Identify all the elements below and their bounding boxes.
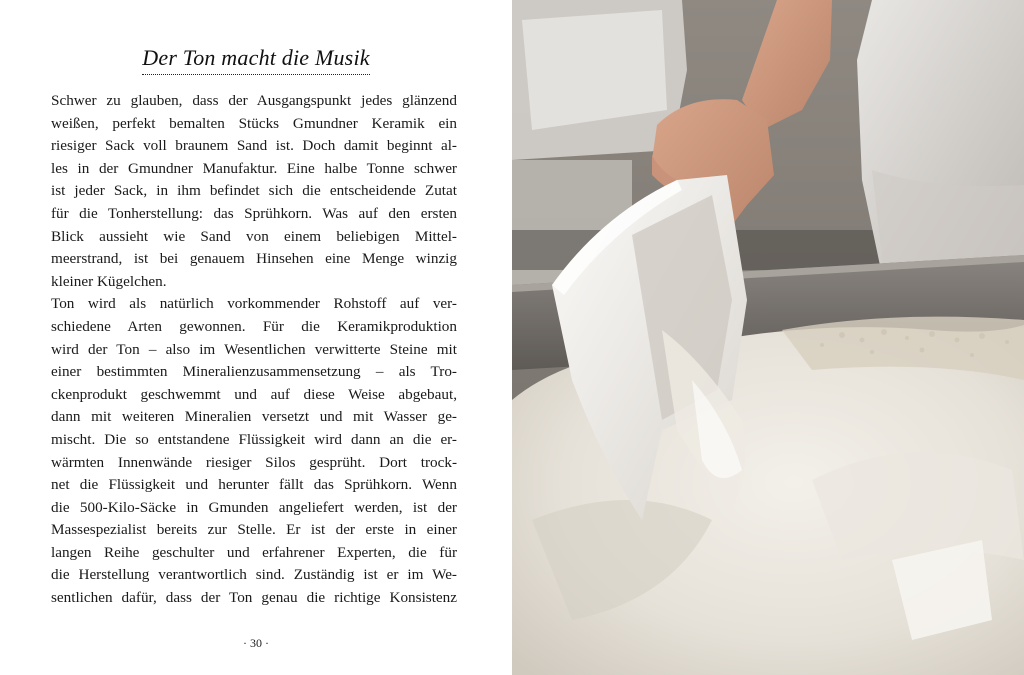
text-line: weißen, perfekt bemalten Stücks Gmundner Keramik ein: [51, 114, 457, 132]
text-line: wird der Ton – also im Wesentlichen verwitterte Steine mit: [51, 340, 457, 358]
text-line: die 500-Kilo-Säcke in Gmunden angeliefert werden, ist der: [51, 498, 457, 516]
text-line: riesiger Sack voll braunem Sand ist. Doch damit beginnt al-: [51, 137, 457, 155]
page-number: · 30 ·: [243, 636, 269, 650]
text-line: dann mit weiteren Mineralien versetzt und mit Wasser ge-: [51, 408, 457, 426]
text-line: die Herstellung verantwortlich sind. Zuständig ist er im We-: [51, 566, 457, 584]
text-line: ckenprodukt geschwemmt und auf diese Weise abgebaut,: [51, 385, 457, 403]
text-line: les in der Gmundner Manufaktur. Eine halbe Tonne schwer: [51, 159, 457, 177]
text-line: Blick aussieht wie Sand von einem beliebigen Mittel-: [51, 227, 457, 245]
text-line: mischt. Die so entstandene Flüssigkeit wird dann an die er-: [51, 430, 457, 448]
chapter-heading: Der Ton macht die Musik: [142, 45, 369, 75]
heading-wrap: [0, 45, 512, 75]
text-line: kleiner Kügelchen.: [51, 272, 167, 290]
text-line: einer bestimmten Mineralienzusammensetzung – als Tro-: [51, 363, 457, 381]
text-line: ist jeder Sack, in ihm befindet sich die entscheidende Zutat: [51, 182, 457, 200]
body-text: [51, 90, 457, 610]
text-line: langen Reihe geschulter und erfahrener Experten, die für: [51, 543, 457, 561]
clay-scoop-photo: [512, 0, 1024, 675]
text-line: net die Flüssigkeit und herunter fällt das Sprühkorn. Wenn: [51, 476, 457, 494]
text-line: sentlichen dafür, dass der Ton genau die richtige Konsistenz: [51, 589, 457, 607]
text-line: wärmten Innenwände riesiger Silos gesprüht. Dort trock-: [51, 453, 457, 471]
right-page-photo: [512, 0, 1024, 675]
text-line: Schwer zu glauben, dass der Ausgangspunkt jedes glänzend: [51, 92, 457, 109]
text-line: meerstrand, ist bei genauem Hinsehen eine Menge winzig: [51, 250, 457, 268]
text-line: Ton wird als natürlich vorkommender Rohstoff auf ver-: [51, 295, 457, 313]
text-line: für die Tonherstellung: das Sprühkorn. Was auf den ersten: [51, 204, 457, 222]
text-line: schiedene Arten gewonnen. Für die Keramikproduktion: [51, 317, 457, 335]
text-line: Massespezialist bereits zur Stelle. Er ist der erste in einer: [51, 521, 457, 539]
